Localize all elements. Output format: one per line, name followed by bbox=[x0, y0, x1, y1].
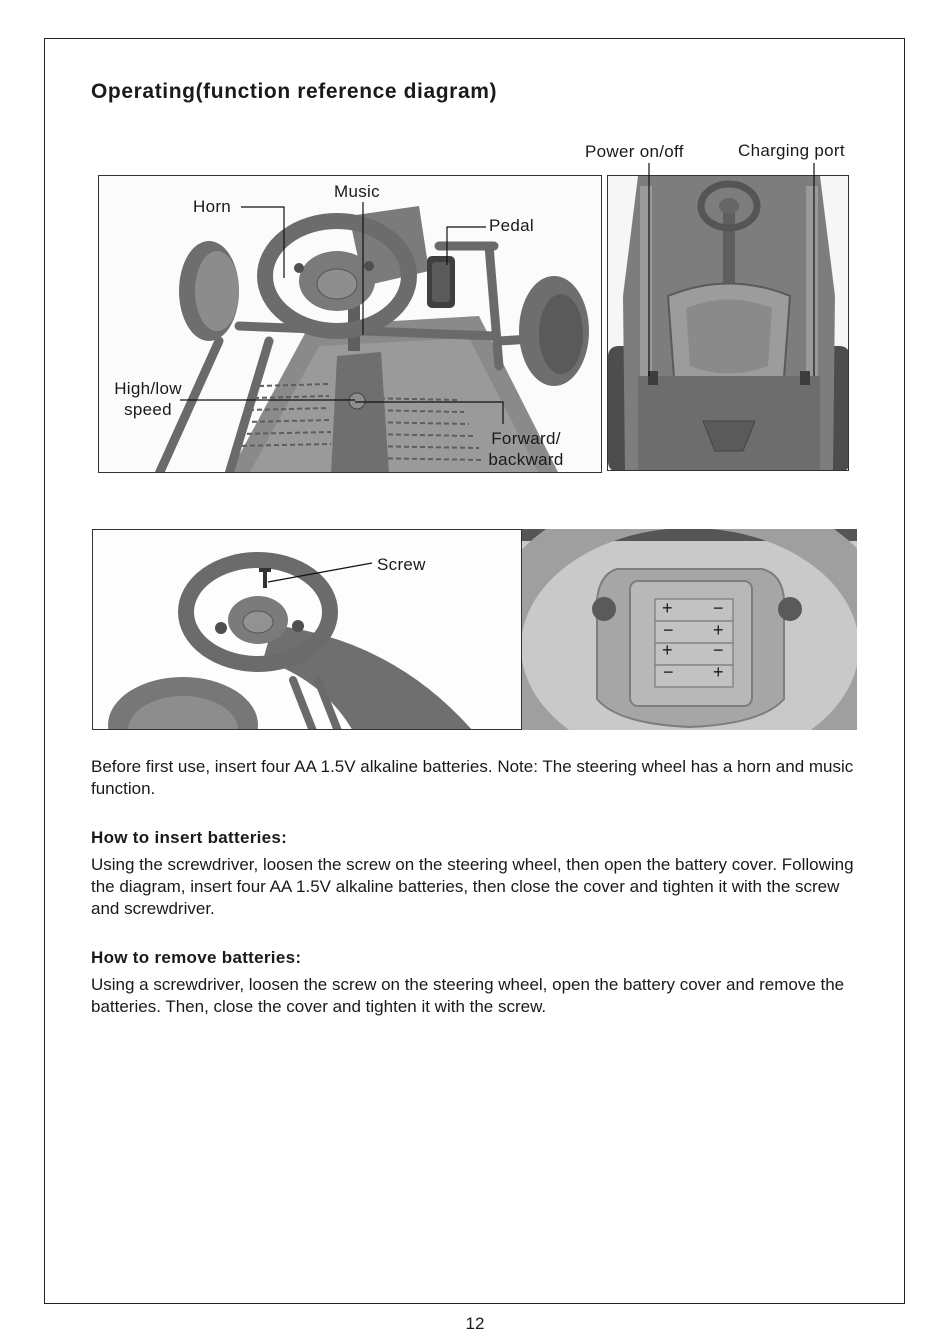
direction-label-line1: Forward/ bbox=[491, 429, 561, 448]
pedal-label: Pedal bbox=[489, 216, 534, 235]
direction-label-line2: backward bbox=[488, 450, 564, 469]
remove-batteries-paragraph: Using a screwdriver, loosen the screw on the steering wheel, open the battery cover and remove the batteries. Then, close the cover and tighten it with the screw. bbox=[91, 975, 845, 1016]
page-number: 12 bbox=[465, 1314, 485, 1333]
page-title: Operating(function reference diagram) bbox=[91, 80, 498, 103]
battery-row-1-positive: + bbox=[662, 598, 673, 618]
music-label: Music bbox=[334, 182, 380, 201]
battery-row-4-negative: − bbox=[663, 662, 674, 682]
speed-label-line2: speed bbox=[124, 400, 172, 419]
battery-row-1-negative: − bbox=[713, 598, 724, 618]
remove-batteries-heading: How to remove batteries: bbox=[91, 948, 302, 967]
intro-paragraph: Before first use, insert four AA 1.5V alkaline batteries. Note: The steering wheel has a horn and music function. bbox=[91, 757, 854, 798]
battery-row-2-negative: − bbox=[663, 620, 674, 640]
horn-label: Horn bbox=[193, 197, 232, 216]
battery-row-2-positive: + bbox=[713, 620, 724, 640]
power-switch-label: Power on/off bbox=[585, 142, 684, 161]
screw-label: Screw bbox=[377, 555, 426, 574]
battery-row-3-negative: − bbox=[713, 640, 724, 660]
speed-label-line1: High/low bbox=[114, 379, 182, 398]
insert-batteries-paragraph: Using the screwdriver, loosen the screw on the steering wheel, then open the battery cover. Following the diagram, insert four AA 1.5V alkaline batteries, then close the cover and tighten it with the screw and screwdriver. bbox=[91, 855, 854, 918]
charging-port-label: Charging port bbox=[738, 141, 845, 160]
insert-batteries-heading: How to insert batteries: bbox=[91, 828, 288, 847]
battery-compartment-image bbox=[522, 529, 857, 730]
battery-row-4-positive: + bbox=[713, 662, 724, 682]
battery-row-3-positive: + bbox=[662, 640, 673, 660]
